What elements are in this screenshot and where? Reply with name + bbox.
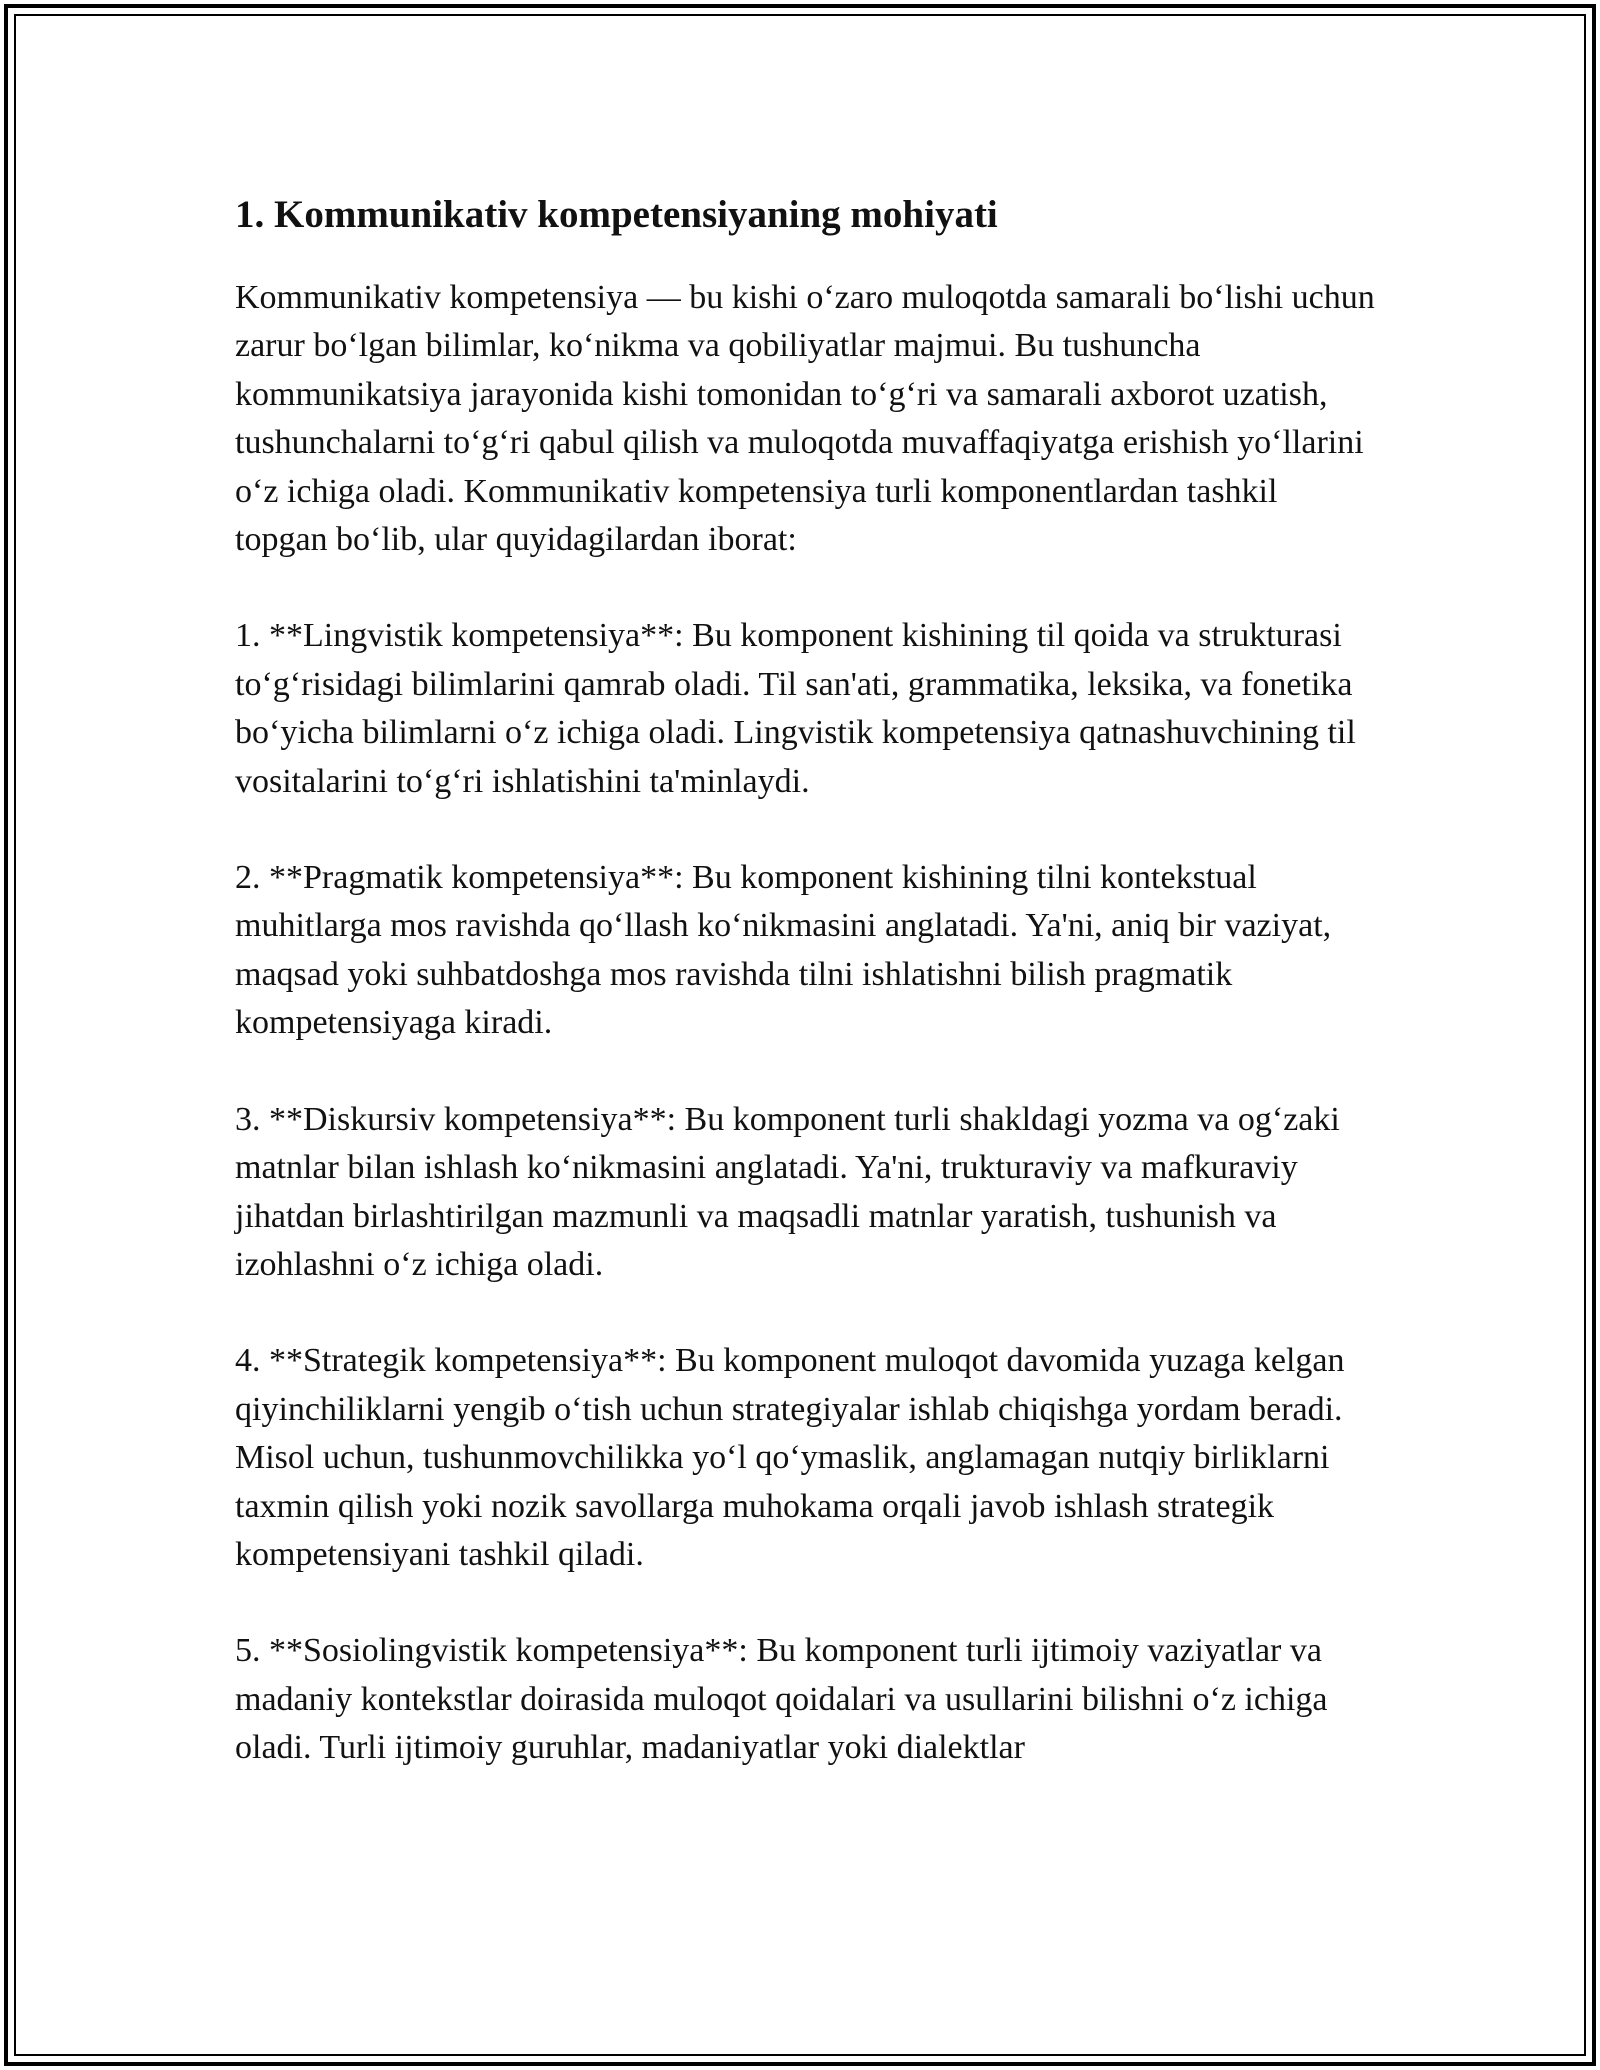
intro-paragraph: Kommunikativ kompetensiya — bu kishi o‘zaro muloqotda samarali bo‘lishi uchun zarur bo‘lgan bilimlar, ko‘nikma va qobiliyatlar majmui. Bu tushuncha kommunikatsiya jarayonida kishi tomonidan to‘g‘ri va samarali axborot uzatish, tushunchalarni to‘g‘ri qabul qilish va muloqotda muvaffaqiyatga erishish yo‘llarini o‘z ichiga oladi. Kommunikativ kompetensiya turli komponentlardan tashkil topgan bo‘lib, ular quyidagilardan iborat: [235,279,1375,559]
paragraph-strategik: 4. **Strategik kompetensiya**: Bu komponent muloqot davomida yuzaga kelgan qiyinchiliklarni yengib o‘tish uchun strategiyalar ishlab chiqishga yordam beradi. Misol uchun, tushunmovchilikka yo‘l qo‘ymaslik, anglamagan nutqiy birliklarni taxmin qilish yoki nozik savollarga muhokama orqali javob ishlash strategik kompetensiyani tashkil qiladi. [235,1342,1345,1573]
paragraph-sosiolingvistik: 5. **Sosiolingvistik kompetensiya**: Bu komponent turli ijtimoiy vaziyatlar va madaniy kontekstlar doirasida muloqot qoidalari va usullarini bilishni o‘z ichiga oladi. Turli ijtimoiy guruhlar, madaniyatlar yoki dialektlar [235,1632,1328,1767]
paragraph-lingvistik: 1. **Lingvistik kompetensiya**: Bu komponent kishining til qoida va strukturasi to‘g‘risidagi bilimlarini qamrab oladi. Til san'ati, grammatika, leksika, va fonetika bo‘yicha bilimlarni o‘z ichiga oladi. Lingvistik kompetensiya qatnashuvchining til vositalarini to‘g‘ri ishlatishini ta'minlaydi. [235,617,1356,800]
paragraph-diskursiv: 3. **Diskursiv kompetensiya**: Bu komponent turli shakldagi yozma va og‘zaki matnlar bilan ishlash ko‘nikmasini anglatadi. Ya'ni, trukturaviy va mafkuraviy jihatdan birlashtirilgan mazmunli va maqsadli matnlar yaratish, tushunish va izohlashni o‘z ichiga oladi. [235,1100,1340,1283]
section-heading: 1. Kommunikativ kompetensiyaning mohiyati [235,193,998,236]
paragraph-pragmatik: 2. **Pragmatik kompetensiya**: Bu komponent kishining tilni kontekstual muhitlarga mos ravishda qo‘llash ko‘nikmasini anglatadi. Ya'ni, aniq bir vaziyat, maqsad yoki suhbatdoshga mos ravishda tilni ishlatishni bilish pragmatik kompetensiyaga kiradi. [235,859,1332,1042]
document-body [235,184,1375,1821]
